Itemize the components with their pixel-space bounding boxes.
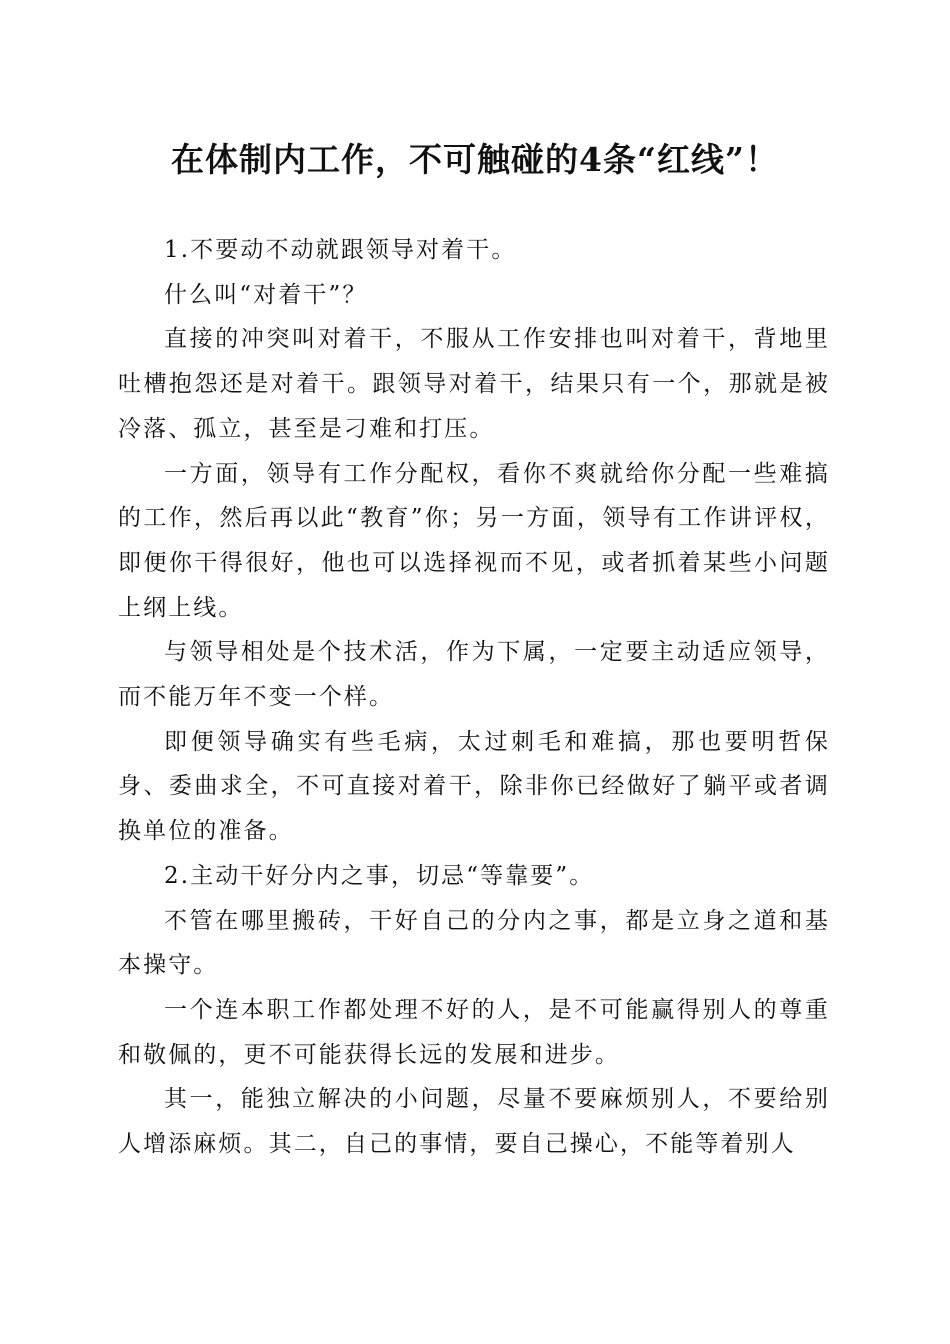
document-body: [118, 228, 830, 1167]
paragraph-7: 2.主动干好分内之事，切忌“等靠要”。: [164, 862, 595, 889]
paragraph-1: 1.不要动不动就跟领导对着干。: [164, 237, 517, 263]
paragraph-9: 一个连本职工作都处理不好的人，是不可能赢得别人的尊重和敬佩的，更不可能获得长远的发展和进步。: [118, 996, 830, 1068]
paragraph-6: 即便领导确实有些毛病，太过刺毛和难搞，那也要明哲保身、委曲求全，不可直接对着干，除非你已经做好了躺平或者调换单位的准备。: [118, 728, 830, 845]
paragraph-5: 与领导相处是个技术活，作为下属，一定要主动适应领导，而不能万年不变一个样。: [118, 639, 830, 711]
paragraph-10: 其一，能独立解决的小问题，尽量不要麻烦别人，不要给别人增添麻烦。其二，自己的事情，要自己操心，不能等着别人: [118, 1086, 830, 1158]
paragraph-2: 什么叫“对着干”？: [164, 281, 368, 308]
paragraph-8: 不管在哪里搬砖，干好自己的分内之事，都是立身之道和基本操守。: [118, 907, 830, 979]
document-title: 在体制内工作，不可触碰的4条“红线”！: [171, 140, 779, 179]
paragraph-4: 一方面，领导有工作分配权，看你不爽就给你分配一些难搞的工作，然后再以此“教育”你；另一方面，领导有工作讲评权，即便你干得很好，他也可以选择视而不见，或者抓着某些小问题上纲上线。: [118, 460, 830, 621]
paragraph-3: 直接的冲突叫对着干，不服从工作安排也叫对着干，背地里吐槽抱怨还是对着干。跟领导对着干，结果只有一个，那就是被冷落、孤立，甚至是刁难和打压。: [118, 326, 830, 442]
